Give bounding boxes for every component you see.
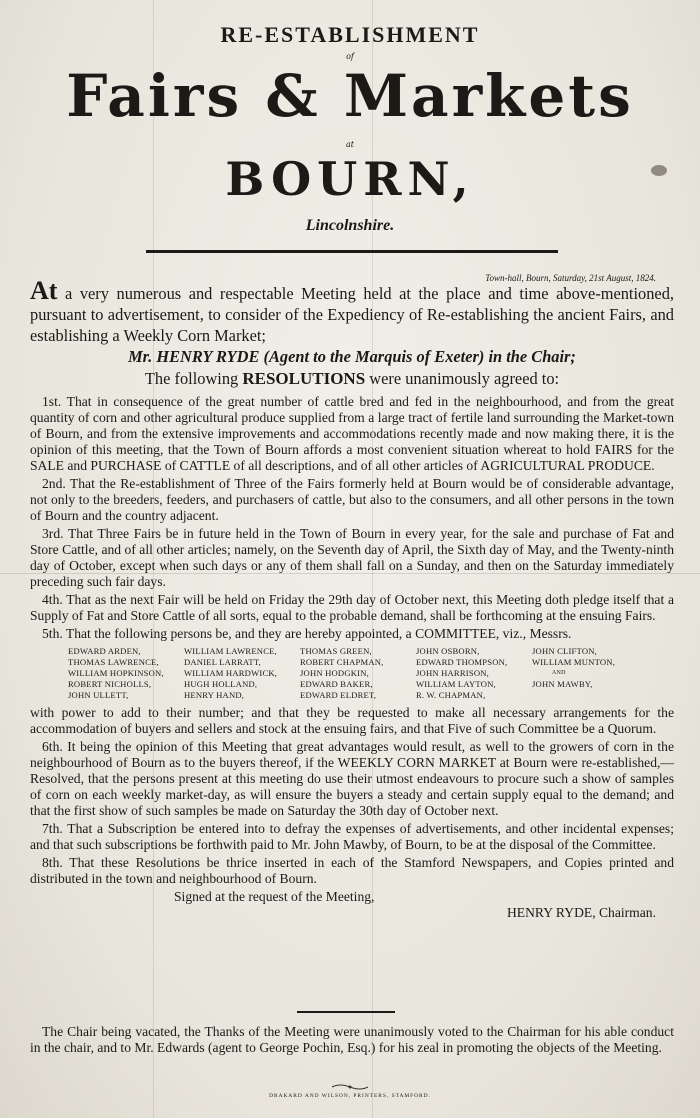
- committee-member: WILLIAM LAWRENCE,: [184, 646, 277, 656]
- committee-member: EDWARD ELDRET,: [300, 690, 377, 700]
- dateline: Town-hall, Bourn, Saturday, 21st August, 1824.: [485, 273, 656, 283]
- committee-member: WILLIAM MUNTON,: [532, 657, 616, 667]
- resolved-post: were unanimously agreed to:: [369, 369, 560, 388]
- printer-imprint: DRAKARD AND WILSON, PRINTERS, STAMFORD.: [269, 1093, 431, 1099]
- resolution-7: 7th. That a Subscription be entered into to defray the expenses of advertisements, and other incidental expenses; and that such subscriptions be forthwith paid to Mr. John Mawby, of Bourn, to be at the disposal of the Committee.: [30, 821, 674, 852]
- chairman-signature: HENRY RYDE, Chairman.: [506, 905, 656, 920]
- committee-member: WILLIAM HOPKINSON,: [68, 668, 164, 678]
- committee-member: HENRY HAND,: [184, 690, 245, 700]
- resolution-5-intro: 5th. That the following persons be, and they are hereby appointed, a COMMITTEE, viz., Messrs.: [42, 626, 572, 641]
- committee-member: JOHN ULLETT,: [68, 690, 129, 700]
- committee-member: JOHN OSBORN,: [416, 646, 480, 656]
- resolution-2: 2nd. That the Re-establishment of Three of the Fairs formerly held at Bourn would be of considerable advantage, not only to the breeders, feeders, and purchasers of cattle, but also to the consumers, and all other persons in the town of Bourn and the country adjacent.: [30, 476, 674, 523]
- heading-of: of: [346, 52, 354, 61]
- resolution-4: 4th. That as the next Fair will be held on Friday the 29th day of October next, this Meeting doth pledge itself that a Supply of Fat and Store Cattle of all sorts, equal to the probable demand, shall be forthcoming at the ensuing Fairs.: [30, 592, 674, 623]
- resolution-5-continued: with power to add to their number; and that they be requested to make all necessary arrangements for the accommodation of buyers and sellers and stock at the ensuing fairs, and that Five of such Committee be a Quorum.: [30, 705, 674, 736]
- heading-fairs-markets: Fairs & Markets: [66, 62, 634, 130]
- committee-member: JOHN HARRISON,: [416, 668, 489, 678]
- resolutions-heading: [30, 368, 674, 390]
- committee-member: JOHN MAWBY,: [532, 679, 593, 689]
- heading-bourn: BOURN,: [225, 152, 475, 206]
- intro-text: a very numerous and respectable Meeting held at the place and time above-mentioned, pursuant to advertisement, to consider of the Expediency of Re-establishing the ancient Fairs, and establishing a Weekly Corn Market;: [30, 284, 674, 345]
- title-rule: [146, 250, 558, 253]
- heading-at: at: [346, 140, 354, 149]
- committee-member: JOHN CLIFTON,: [532, 646, 597, 656]
- resolution-3: 3rd. That Three Fairs be in future held in the Town of Bourn in every year, for the sale and purchase of Fat and Store Cattle, and of all other articles; namely, on the Seventh day of April, the Sixth day of May, and the Twenty-ninth day of October, except when such days or any of them shall fall on a Sunday, and then on the Saturday immediately preceding such fair days.: [30, 526, 674, 589]
- committee-member: EDWARD BAKER,: [300, 679, 373, 689]
- closing-paragraph: The Chair being vacated, the Thanks of the Meeting were unanimously voted to the Chairman for his able conduct in the chair, and to Mr. Edwards (agent to George Pochin, Esq.) for his zeal in promoting the objects of the Meeting.: [30, 1024, 674, 1055]
- committee-member: WILLIAM LAYTON,: [416, 679, 496, 689]
- committee-member: ROBERT CHAPMAN,: [300, 657, 384, 667]
- resolution-6: 6th. It being the opinion of this Meeting that great advantages would result, as well to the growers of corn in the neighbourhood of Bourn as to the buyers thereof, if the WEEKLY CORN MARKET at Bourn were re-established,—Resolved, that the persons present at this meeting do use their utmost endeavours to procure such a show of samples of corn on each weekly market-day, as will ensure the buyers a steady and certain supply equal to the demand; and that the first show of such samples be made on Saturday the 30th day of October next.: [30, 739, 674, 818]
- chair-line: Mr. HENRY RYDE (Agent to the Marquis of Exeter) in the Chair;: [128, 347, 576, 366]
- committee-member: HUGH HOLLAND,: [184, 679, 258, 689]
- committee-column: [184, 646, 300, 701]
- committee-member: EDWARD ARDEN,: [68, 646, 141, 656]
- committee-member: WILLIAM HARDWICK,: [184, 668, 278, 678]
- committee-column: [300, 646, 416, 701]
- committee-member: ROBERT NICHOLLS,: [68, 679, 152, 689]
- committee-conjunction: AND: [552, 670, 566, 676]
- printer-ornament-icon: [330, 1083, 370, 1091]
- committee-member: DANIEL LARRATT,: [184, 657, 261, 667]
- committee-column: [416, 646, 532, 701]
- heading-lincolnshire: Lincolnshire.: [305, 217, 395, 234]
- committee-column: [68, 646, 184, 701]
- committee-member: EDWARD THOMPSON,: [416, 657, 508, 667]
- intro-dropcap: At: [30, 276, 58, 305]
- committee-list: [68, 646, 674, 701]
- resolved-word: RESOLUTIONS: [242, 369, 366, 388]
- committee-member: THOMAS LAWRENCE,: [68, 657, 159, 667]
- resolved-pre: The following: [144, 369, 239, 388]
- signed-line: Signed at the request of the Meeting,: [174, 889, 375, 904]
- committee-column: [532, 646, 642, 701]
- heading-reestablishment: RE-ESTABLISHMENT: [220, 22, 480, 47]
- committee-member: JOHN HODGKIN,: [300, 668, 369, 678]
- resolution-8: 8th. That these Resolutions be thrice inserted in each of the Stamford Newspapers, and Copies printed and distributed in the town and neighbourhood of Bourn.: [30, 855, 674, 886]
- closing-rule: [297, 1011, 395, 1013]
- committee-member: R. W. CHAPMAN,: [416, 690, 486, 700]
- committee-member: THOMAS GREEN,: [300, 646, 372, 656]
- resolution-1: 1st. That in consequence of the great number of cattle bred and fed in the neighbourhood, and from the great quantity of corn and other agricultural produce supplied from a large tract of fertile land surrounding the Market-town of Bourn, and from the extensive improvements and accommodations recently made and now making there, it is the opinion of this meeting, that the Town of Bourn affords a most convenient situation whereat to hold FAIRS for the SALE and PURCHASE of CATTLE of all descriptions, and of all other articles of AGRICULTURAL PRODUCE.: [30, 394, 674, 473]
